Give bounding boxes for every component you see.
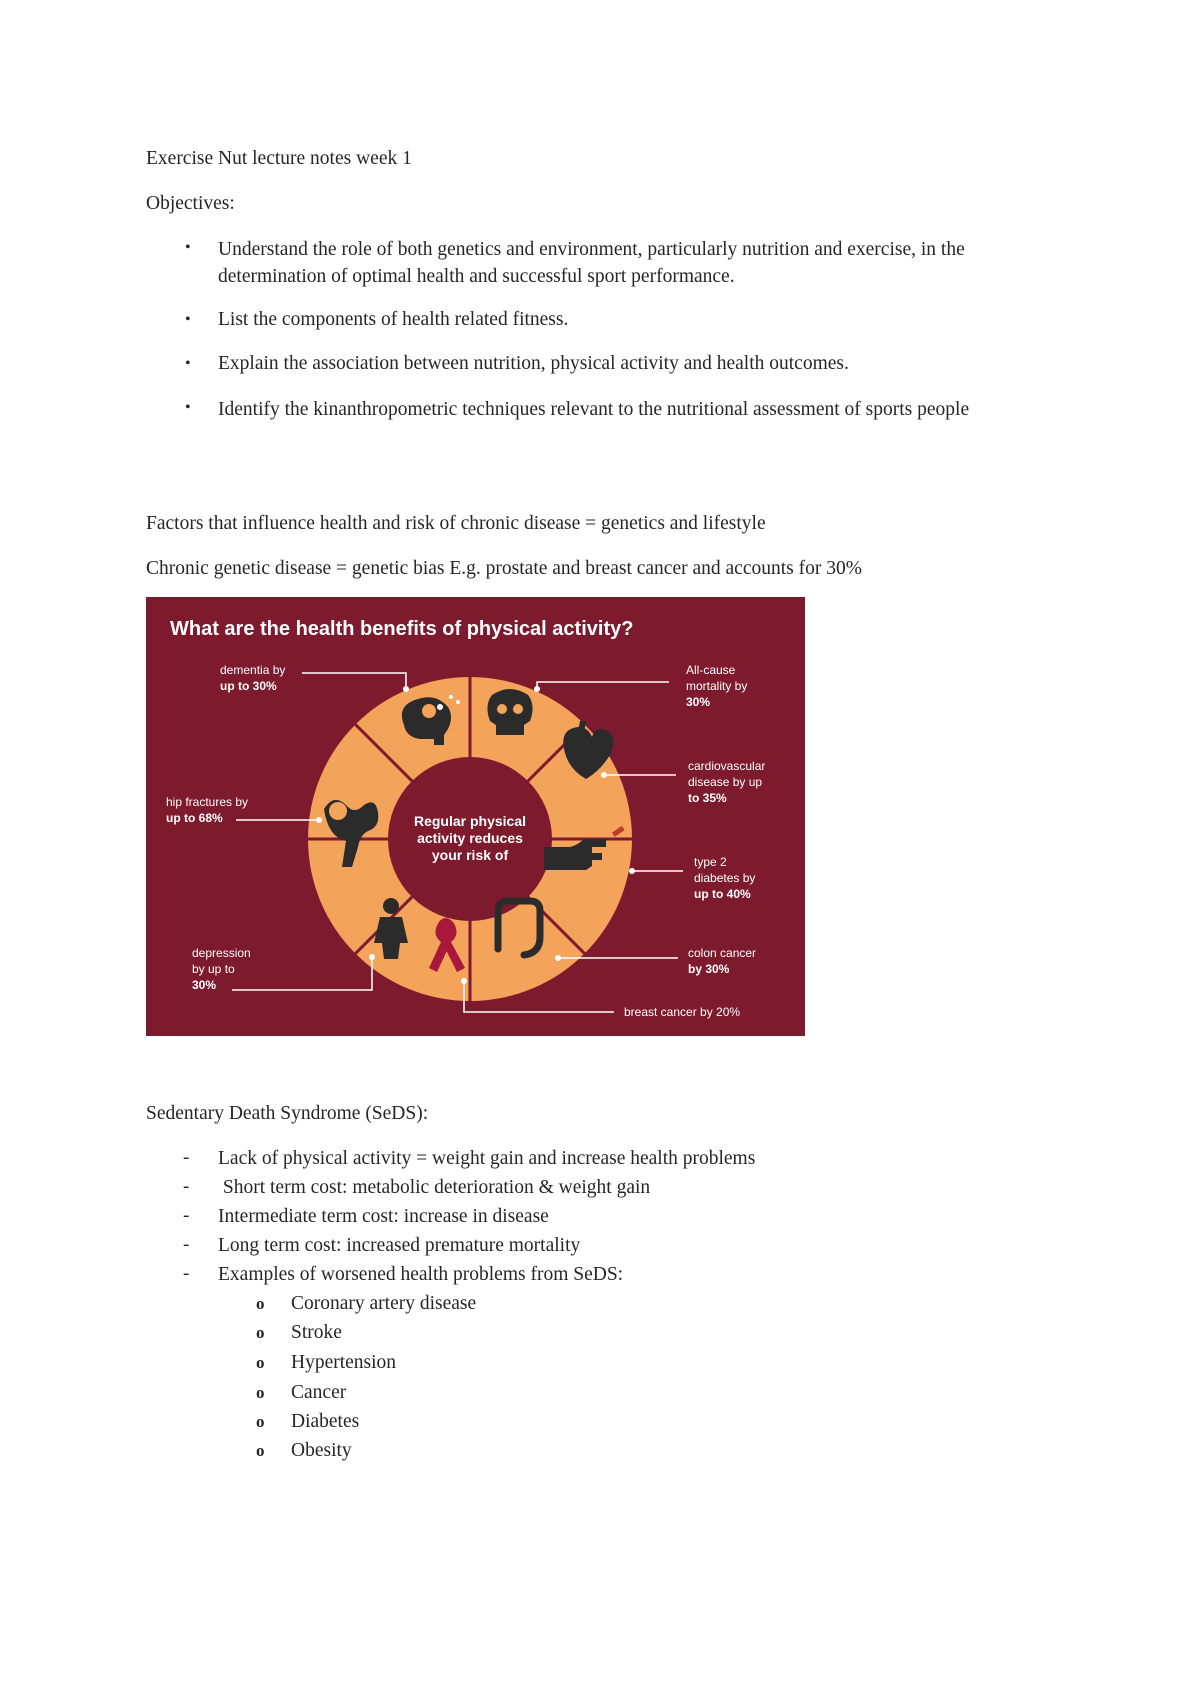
label-mortality-line: 30% (686, 695, 711, 709)
leader-dot (555, 955, 561, 961)
label-cardio-line: cardiovascular (688, 759, 766, 773)
seds-dash: - (183, 1147, 190, 1168)
seds-item: Examples of worsened health problems from SeDS: (218, 1264, 624, 1285)
objective-bullet: • (185, 311, 191, 328)
label-dementia-line: dementia by (220, 663, 286, 677)
leader-dot (316, 817, 322, 823)
seds-example: Hypertension (291, 1352, 397, 1373)
label-cardio-line: disease by up (688, 775, 763, 789)
seds-dash: - (183, 1176, 190, 1197)
objective-bullet: • (185, 355, 191, 372)
seds-dash: - (183, 1263, 190, 1284)
center-text-line: your risk of (431, 847, 509, 863)
leader-dot (403, 686, 409, 692)
label-cardio-line: to 35% (688, 791, 727, 805)
label-mortality-line: mortality by (686, 679, 748, 693)
seds-item: Long term cost: increased premature mortality (218, 1235, 581, 1256)
leader-dot (601, 772, 607, 778)
seds-example: Cancer (291, 1382, 347, 1403)
objectives-heading: Objectives: (146, 193, 235, 214)
label-hip-line: up to 68% (166, 811, 223, 825)
label-diabetes-line: up to 40% (694, 887, 751, 901)
leader-dot (369, 954, 375, 960)
label-hip-line: hip fractures by (166, 795, 249, 809)
label-depression-line: depression (192, 946, 251, 960)
seds-example: Diabetes (291, 1411, 360, 1432)
leader-dot (534, 686, 540, 692)
seds-dash: - (183, 1205, 190, 1226)
label-colon-line: by 30% (688, 962, 730, 976)
infographic-title: What are the health benefits of physical activity? (170, 618, 634, 640)
center-text-line: activity reduces (417, 830, 523, 846)
seds-item: Intermediate term cost: increase in disease (218, 1206, 549, 1227)
objective-item: Identify the kinanthropometric techniques relevant to the nutritional assessment of sports people (218, 399, 970, 420)
health-benefits-infographic (146, 597, 805, 1036)
center-text-line: Regular physical (413, 813, 527, 829)
seds-item: Lack of physical activity = weight gain and increase health problems (218, 1148, 756, 1169)
label-depression-line: 30% (192, 978, 217, 992)
example-bullet: o (256, 1383, 265, 1402)
objective-bullet: • (185, 239, 191, 256)
example-bullet: o (256, 1294, 265, 1313)
doc-title: Exercise Nut lecture notes week 1 (146, 148, 412, 169)
seds-dash: - (183, 1234, 190, 1255)
objective-bullet: • (185, 399, 191, 416)
label-colon-line: colon cancer (688, 946, 757, 960)
chronic-line: Chronic genetic disease = genetic bias E.g. prostate and breast cancer and accounts for 30% (146, 558, 862, 579)
leader-dot (461, 978, 467, 984)
leader-dot (629, 868, 635, 874)
objective-item: Understand the role of both genetics and environment, particularly nutrition and exercise, in the determination of optimal health and successful sport performance. (218, 239, 965, 287)
objective-item: List the components of health related fitness. (218, 309, 569, 330)
seds-item: Short term cost: metabolic deterioration & weight gain (218, 1177, 651, 1198)
seds-example: Coronary artery disease (291, 1293, 477, 1314)
label-breast-line: breast cancer by 20% (624, 1005, 741, 1019)
label-diabetes-line: diabetes by (694, 871, 756, 885)
objective-item: Explain the association between nutrition, physical activity and health outcomes. (218, 353, 849, 374)
seds-example: Obesity (291, 1440, 352, 1461)
example-bullet: o (256, 1412, 265, 1431)
label-diabetes-line: type 2 (694, 855, 727, 869)
factors-line: Factors that influence health and risk of chronic disease = genetics and lifestyle (146, 513, 766, 534)
label-mortality-line: All-cause (686, 663, 736, 677)
seds-example: Stroke (291, 1322, 342, 1343)
seds-heading: Sedentary Death Syndrome (SeDS): (146, 1103, 429, 1124)
label-depression-line: by up to (192, 962, 235, 976)
example-bullet: o (256, 1441, 265, 1460)
label-dementia-line: up to 30% (220, 679, 277, 693)
example-bullet: o (256, 1323, 265, 1342)
example-bullet: o (256, 1353, 265, 1372)
